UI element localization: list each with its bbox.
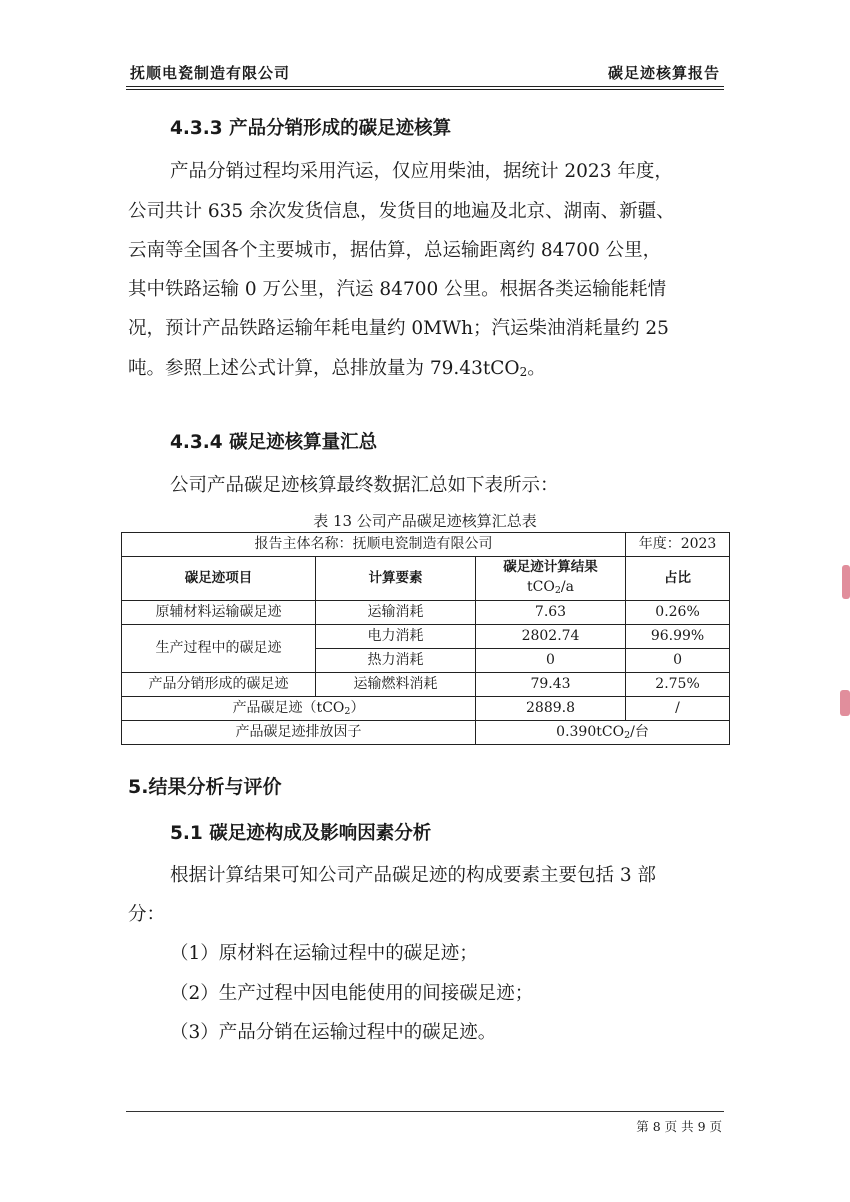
row-ratio: 2.75% <box>626 673 730 697</box>
row-item: 产品分销形成的碳足迹 <box>122 673 316 697</box>
para-line: 产品分销过程均采用汽运，仅应用柴油，据统计 2023 年度， <box>170 161 673 182</box>
row-factor: 运输消耗 <box>316 601 476 625</box>
para-line: 公司共计 635 余次发货信息，发货目的地遍及北京、湖南、新疆、 <box>128 201 675 222</box>
row-ratio: 0 <box>626 649 730 673</box>
row-ratio: 0.26% <box>626 601 730 625</box>
section-4-3-3-title: 4.3.3 产品分销形成的碳足迹核算 <box>170 118 452 139</box>
list-item: （3）产品分销在运输过程中的碳足迹。 <box>170 1022 497 1043</box>
section-4-3-4-intro: 公司产品碳足迹核算最终数据汇总如下表所示： <box>170 475 559 496</box>
header-report-title: 碳足迹核算报告 <box>607 64 720 82</box>
report-subject-cell: 报告主体名称：抚顺电瓷制造有限公司 <box>122 533 626 557</box>
header-divider-thin <box>126 89 724 90</box>
table-caption: 表 13 公司产品碳足迹核算汇总表 <box>313 512 537 530</box>
para-line: 分： <box>128 904 166 925</box>
row-item: 原辅材料运输碳足迹 <box>122 601 316 625</box>
para-line: 况，预计产品铁路运输年耗电量约 0MWh；汽运柴油消耗量约 25 <box>128 318 669 339</box>
list-item: （2）生产过程中因电能使用的间接碳足迹； <box>170 983 534 1004</box>
table-header-row <box>122 557 730 601</box>
row-value: 7.63 <box>476 601 626 625</box>
col-header-ratio: 占比 <box>626 557 730 601</box>
list-item: （1）原材料在运输过程中的碳足迹； <box>170 943 478 964</box>
col-header-factor: 计算要素 <box>316 557 476 601</box>
table-row <box>122 601 730 625</box>
section-4-3-4-title: 4.3.4 碳足迹核算量汇总 <box>170 432 378 453</box>
header-company-name: 抚顺电瓷制造有限公司 <box>130 64 291 82</box>
stamp-fragment <box>842 565 850 599</box>
total-value: 2889.8 <box>476 697 626 721</box>
row-factor: 运输燃料消耗 <box>316 673 476 697</box>
year-cell: 年度：2023 <box>626 533 730 557</box>
col-header-result-unit: tCO$_2$/a <box>527 578 574 596</box>
row-factor: 热力消耗 <box>316 649 476 673</box>
section-5-title: 5.结果分析与评价 <box>128 776 282 798</box>
row-ratio: 96.99% <box>626 625 730 649</box>
table-row-subject <box>122 533 730 557</box>
page-number: 第 8 页 共 9 页 <box>636 1119 722 1134</box>
col-header-item: 碳足迹项目 <box>122 557 316 601</box>
carbon-summary-table <box>121 532 730 745</box>
stamp-fragment <box>840 690 850 716</box>
table-row <box>122 673 730 697</box>
row-value: 2802.74 <box>476 625 626 649</box>
total-ratio: / <box>626 697 730 721</box>
section-5-1-title: 5.1 碳足迹构成及影响因素分析 <box>170 823 432 844</box>
emission-factor-value: 0.390tCO$_2$/台 <box>476 721 730 745</box>
para-line-last: 吨。参照上述公式计算，总排放量为 79.43tCO2。 <box>128 358 546 379</box>
table-row-emission-factor <box>122 721 730 745</box>
row-value: 0 <box>476 649 626 673</box>
table-row <box>122 625 730 649</box>
para-line: 云南等全国各个主要城市，据估算，总运输距离约 84700 公里， <box>128 240 662 261</box>
col-header-result-label: 碳足迹计算结果 <box>503 559 598 576</box>
para-line: 根据计算结果可知公司产品碳足迹的构成要素主要包括 3 部 <box>170 865 657 886</box>
table-row-total <box>122 697 730 721</box>
footer-divider <box>126 1111 724 1112</box>
row-value: 79.43 <box>476 673 626 697</box>
header-divider <box>126 86 724 87</box>
col-header-result <box>476 557 626 601</box>
total-label: 产品碳足迹（tCO$_2$） <box>122 697 476 721</box>
emission-factor-label: 产品碳足迹排放因子 <box>122 721 476 745</box>
row-item: 生产过程中的碳足迹 <box>122 625 316 673</box>
row-factor: 电力消耗 <box>316 625 476 649</box>
para-line: 其中铁路运输 0 万公里，汽运 84700 公里。根据各类运输能耗情 <box>128 279 667 300</box>
